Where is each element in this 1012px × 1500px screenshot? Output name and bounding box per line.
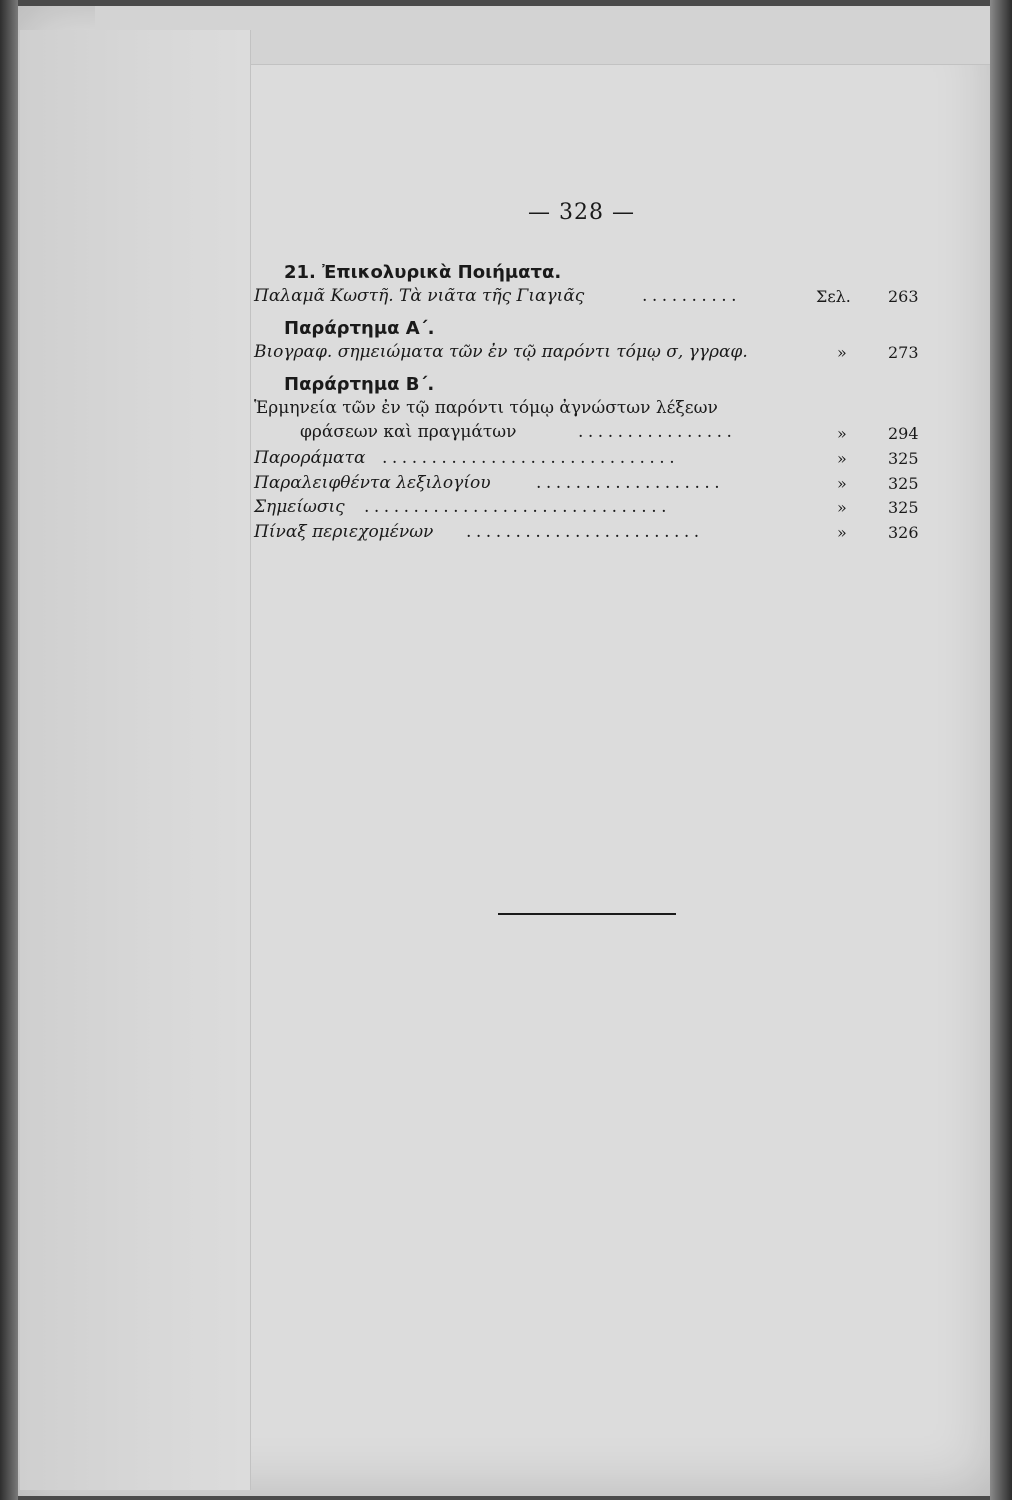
leader-dots: ................ (578, 422, 737, 442)
appendix-heading: Παράρτημα Α΄. (284, 318, 435, 339)
toc-entry-text: Παραλειφθέντα λεξιλογίου (254, 473, 491, 493)
page-ref: 263 (888, 287, 919, 306)
toc-entry-text: Παλαμᾶ Κωστῆ. Τὰ νιᾶτα τῆς Γιαγιᾶς (254, 286, 585, 306)
toc-entry-text: Βιογραφ. σημειώματα τῶν ἐν τῷ παρόντι τόμῳ σ, γγραφ. (254, 342, 748, 362)
page-ref: 325 (888, 449, 919, 468)
toc-entry-text: Πίναξ περιεχομένων (254, 522, 434, 542)
section-heading: 21. Ἐπικολυρικὰ Ποιήματα. (284, 262, 562, 283)
leader-dots: ........................ (466, 522, 704, 542)
toc-entry-text: Σημείωσις (254, 497, 345, 517)
page-marker: » (837, 523, 847, 542)
toc-entry-text: Παροράματα (254, 448, 366, 468)
page-ref: 273 (888, 343, 919, 362)
page-ref: 294 (888, 424, 919, 443)
toc-entry-text: Ἑρμηνεία τῶν ἐν τῷ παρόντι τόμῳ ἀγνώστων λέξεων (254, 398, 718, 418)
scan-right-edge (990, 0, 1012, 1500)
scan-left-edge (0, 0, 18, 1500)
appendix-heading: Παράρτημα Β΄. (284, 374, 435, 395)
leader-dots: .......... (642, 286, 742, 306)
leader-dots: ............................... (364, 497, 672, 517)
leader-dots: .............................. (382, 448, 680, 468)
page-fold-left (20, 30, 251, 1490)
document-content (240, 0, 940, 1500)
toc-entry-text-continued: φράσεων καὶ πραγμάτων (300, 422, 517, 442)
leader-dots: ................... (536, 473, 725, 493)
page-marker: » (837, 449, 847, 468)
page-marker: » (837, 498, 847, 517)
closing-rule (498, 913, 676, 915)
page-ref: 325 (888, 498, 919, 517)
page-ref: 325 (888, 474, 919, 493)
page-marker: » (837, 343, 847, 362)
page-marker: » (837, 474, 847, 493)
page-marker: Σελ. (816, 287, 851, 306)
page-number: — 328 — (528, 200, 635, 225)
page-marker: » (837, 424, 847, 443)
page-ref: 326 (888, 523, 919, 542)
